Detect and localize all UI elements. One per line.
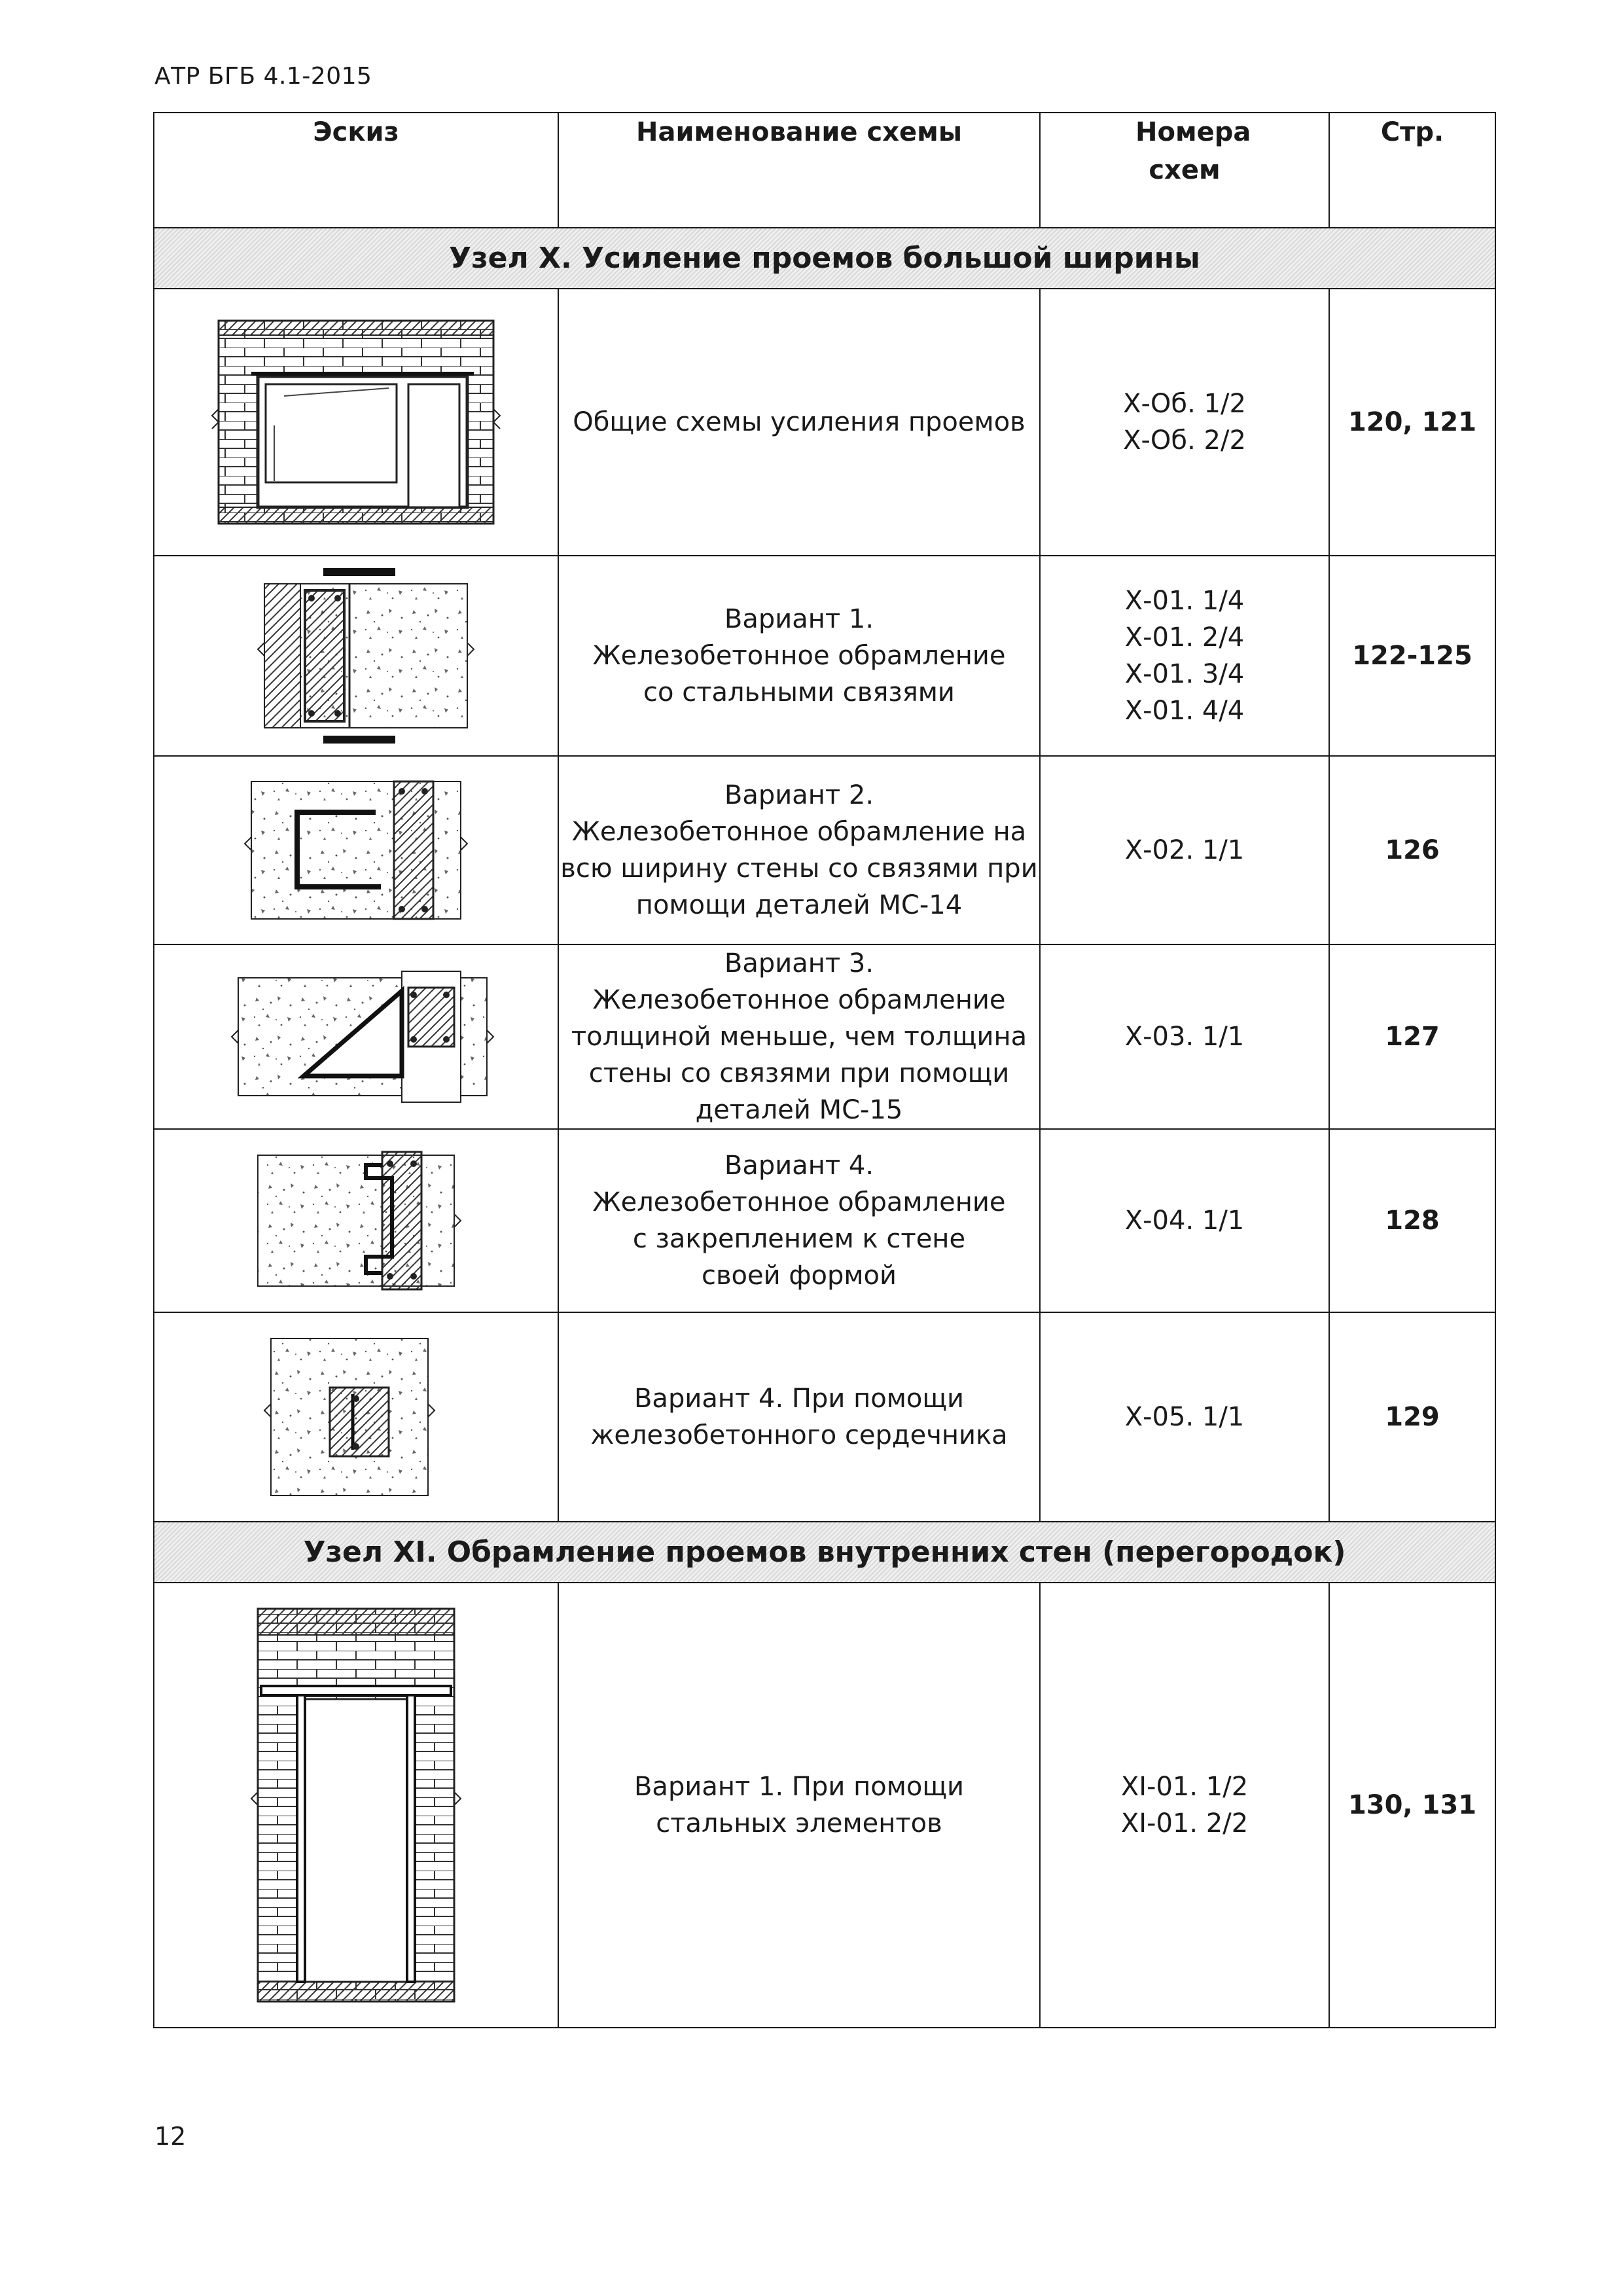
sketch-cell bbox=[154, 756, 558, 944]
section-header-row bbox=[154, 228, 1495, 289]
scheme-name: Вариант 4. Железобетонное обрамление с закреплением к стене своей формой bbox=[558, 1129, 1040, 1312]
table-row bbox=[154, 756, 1495, 944]
scheme-name: Общие схемы усиления проемов bbox=[558, 289, 1040, 556]
scheme-numbers: XI-01. 1/2 XI-01. 2/2 bbox=[1040, 1583, 1329, 2028]
scheme-name: Вариант 3. Железобетонное обрамление толщиной меньше, чем толщина стены со связями при помощи деталей МС-15 bbox=[558, 944, 1040, 1129]
page-ref: 120, 121 bbox=[1329, 289, 1495, 556]
column-header-numbers: Номера схем bbox=[1040, 113, 1329, 228]
table-row bbox=[154, 1129, 1495, 1312]
table-row bbox=[154, 1583, 1495, 2028]
sketch-cell bbox=[154, 1129, 558, 1312]
scheme-numbers: Х-02. 1/1 bbox=[1040, 756, 1329, 944]
wide-opening-window-icon bbox=[192, 311, 520, 533]
column-header-sketch: Эскиз bbox=[154, 113, 558, 228]
rc-frame-shape-anchored-icon bbox=[219, 1139, 493, 1302]
scheme-name: Вариант 1. Железобетонное обрамление со стальными связями bbox=[558, 556, 1040, 756]
document-code: АТР БГБ 4.1-2015 bbox=[154, 63, 372, 90]
scheme-numbers: Х-03. 1/1 bbox=[1040, 944, 1329, 1129]
page-ref: 122-125 bbox=[1329, 556, 1495, 756]
scheme-name: Вариант 4. При помощи железобетонного сердечника bbox=[558, 1312, 1040, 1522]
scheme-numbers: Х-01. 1/4 Х-01. 2/4 Х-01. 3/4 Х-01. 4/4 bbox=[1040, 556, 1329, 756]
page-ref: 128 bbox=[1329, 1129, 1495, 1312]
scheme-name: Вариант 1. При помощи стальных элементов bbox=[558, 1583, 1040, 2028]
table-header-row bbox=[154, 113, 1495, 228]
sketch-cell bbox=[154, 1583, 558, 2028]
sketch-cell bbox=[154, 289, 558, 556]
page-ref: 126 bbox=[1329, 756, 1495, 944]
sketch-cell bbox=[154, 1312, 558, 1522]
page-number: 12 bbox=[154, 2122, 187, 2151]
table-row bbox=[154, 289, 1495, 556]
rc-frame-thin-icon bbox=[205, 952, 507, 1122]
table-row bbox=[154, 1312, 1495, 1522]
section-title: Узел XI. Обрамление проемов внутренних стен (перегородок) bbox=[154, 1522, 1495, 1583]
rc-core-icon bbox=[225, 1325, 487, 1509]
page-ref: 127 bbox=[1329, 944, 1495, 1129]
scheme-numbers: Х-05. 1/1 bbox=[1040, 1312, 1329, 1522]
column-header-page: Стр. bbox=[1329, 113, 1495, 228]
rc-frame-steel-ties-icon bbox=[225, 564, 487, 747]
section-title: Узел X. Усиление проемов большой ширины bbox=[154, 228, 1495, 289]
scheme-numbers: Х-Об. 1/2 Х-Об. 2/2 bbox=[1040, 289, 1329, 556]
table-row bbox=[154, 556, 1495, 756]
sketch-cell bbox=[154, 944, 558, 1129]
steel-frame-partition-icon bbox=[225, 1596, 487, 2015]
column-header-name: Наименование схемы bbox=[558, 113, 1040, 228]
sketch-cell bbox=[154, 556, 558, 756]
schemes-index-table bbox=[153, 112, 1496, 2028]
scheme-numbers: Х-04. 1/1 bbox=[1040, 1129, 1329, 1312]
section-header-row bbox=[154, 1522, 1495, 1583]
scheme-name: Вариант 2. Железобетонное обрамление на всю ширину стены со связями при помощи деталей МС-14 bbox=[558, 756, 1040, 944]
page-ref: 129 bbox=[1329, 1312, 1495, 1522]
rc-frame-full-width-icon bbox=[225, 765, 487, 935]
table-row bbox=[154, 944, 1495, 1129]
page-ref: 130, 131 bbox=[1329, 1583, 1495, 2028]
